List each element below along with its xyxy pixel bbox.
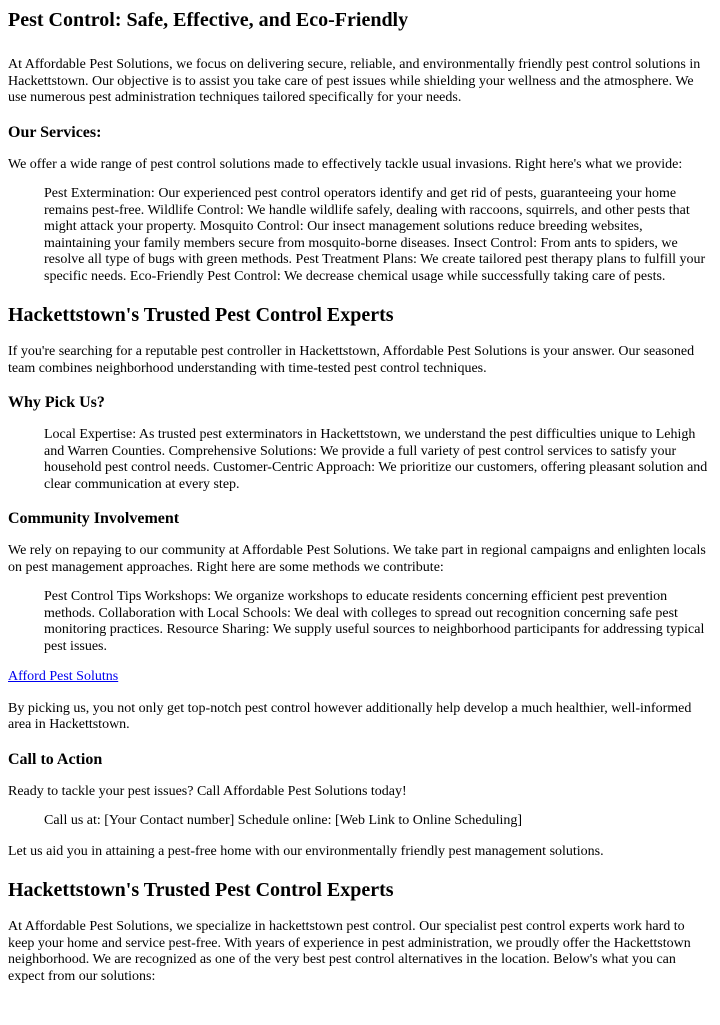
cta-paragraph: Ready to tackle your pest issues? Call Affordable Pest Solutions today! [8,783,407,799]
services-list: Pest Extermination: Our experienced pest control operators identify and get rid of pests, guaranteeing your home remains pest-free. Wildlife Control: We handle wildlife safely, dealing with raccoons, squirrels, and other pests that might attack your property. Mosquito Control: Our insect management solutions reduce breeding websites, maintaining your family members secure from mosquito-borne diseases. Insect Control: From ants to spiders, we resolve all type of bugs with green methods. Pest Treatment Plans: We create tailored pest therapy plans to fulfill your specific needs. Eco-Friendly Pest Control: We decrease chemical usage while successfully taking care of pests. [44,186,706,284]
final-paragraph: At Affordable Pest Solutions, we specialize in hackettstown pest control. Our specialist pest control experts work hard to keep your home and service pest-free. With years of experience in pest administration, we proudly offer the Hackettstown neighborhood. We are recognized as one of the very best pest control alternatives in the location. Below's what you can expect from our solutions: [8,919,691,984]
affordable-pest-link[interactable]: Afford Pest Solutns [8,669,119,684]
choosing-paragraph: By picking us, you not only get top-notch pest control however additionally help develop a much healthier, well-informed area in Hackettstown. [8,700,692,732]
experts-intro-paragraph: If you're searching for a reputable pest controller in Hackettstown, Affordable Pest Solutions is your answer. Our seasoned team combines neighborhood understanding with time-tested pest control techniques. [8,344,695,376]
page-title: Pest Control: Safe, Effective, and Eco-Friendly [8,9,409,31]
experts-heading: Hackettstown's Trusted Pest Control Experts [8,304,394,326]
document-page [0,8,720,985]
community-intro-paragraph: We rely on repaying to our community at Affordable Pest Solutions. We take part in regional campaigns and enlighten locals on pest management approaches. Right here are some methods we contribute: [8,543,706,575]
services-heading: Our Services: [8,123,102,141]
community-heading: Community Involvement [8,510,180,527]
community-list: Pest Control Tips Workshops: We organize workshops to educate residents concerning efficient pest prevention methods. Collaboration with Local Schools: We deal with colleges to spread out recognition concerning safe pest monitoring practices. Resource Sharing: We supply useful sources to neighborhood participants for addressing typical pest issues. [44,589,705,654]
why-heading: Why Pick Us? [8,394,105,411]
cta-contact: Call us at: [Your Contact number] Schedule online: [Web Link to Online Scheduling] [44,813,523,828]
cta-heading: Call to Action [8,750,103,768]
services-intro-paragraph: We offer a wide range of pest control solutions made to effectively tackle usual invasions. Right here's what we provide: [8,156,683,172]
why-list: Local Expertise: As trusted pest exterminators in Hackettstown, we understand the pest difficulties unique to Lehigh and Warren Counties. Comprehensive Solutions: We provide a full variety of pest control services to satisfy your household pest control needs. Customer-Centric Approach: We prioritize our customers, offering pleasant solution and clear communication at every step. [44,427,708,492]
cta-closing-paragraph: Let us aid you in attaining a pest-free home with our environmentally friendly pest management solutions. [8,843,604,859]
intro-paragraph: At Affordable Pest Solutions, we focus on delivering secure, reliable, and environmentally friendly pest control solutions in Hackettstown. Our objective is to assist you take care of pest issues while shielding your wellness and the atmosphere. We use numerous pest administration techniques tailored specifically for your needs. [8,57,701,105]
final-heading: Hackettstown's Trusted Pest Control Experts [8,879,394,901]
